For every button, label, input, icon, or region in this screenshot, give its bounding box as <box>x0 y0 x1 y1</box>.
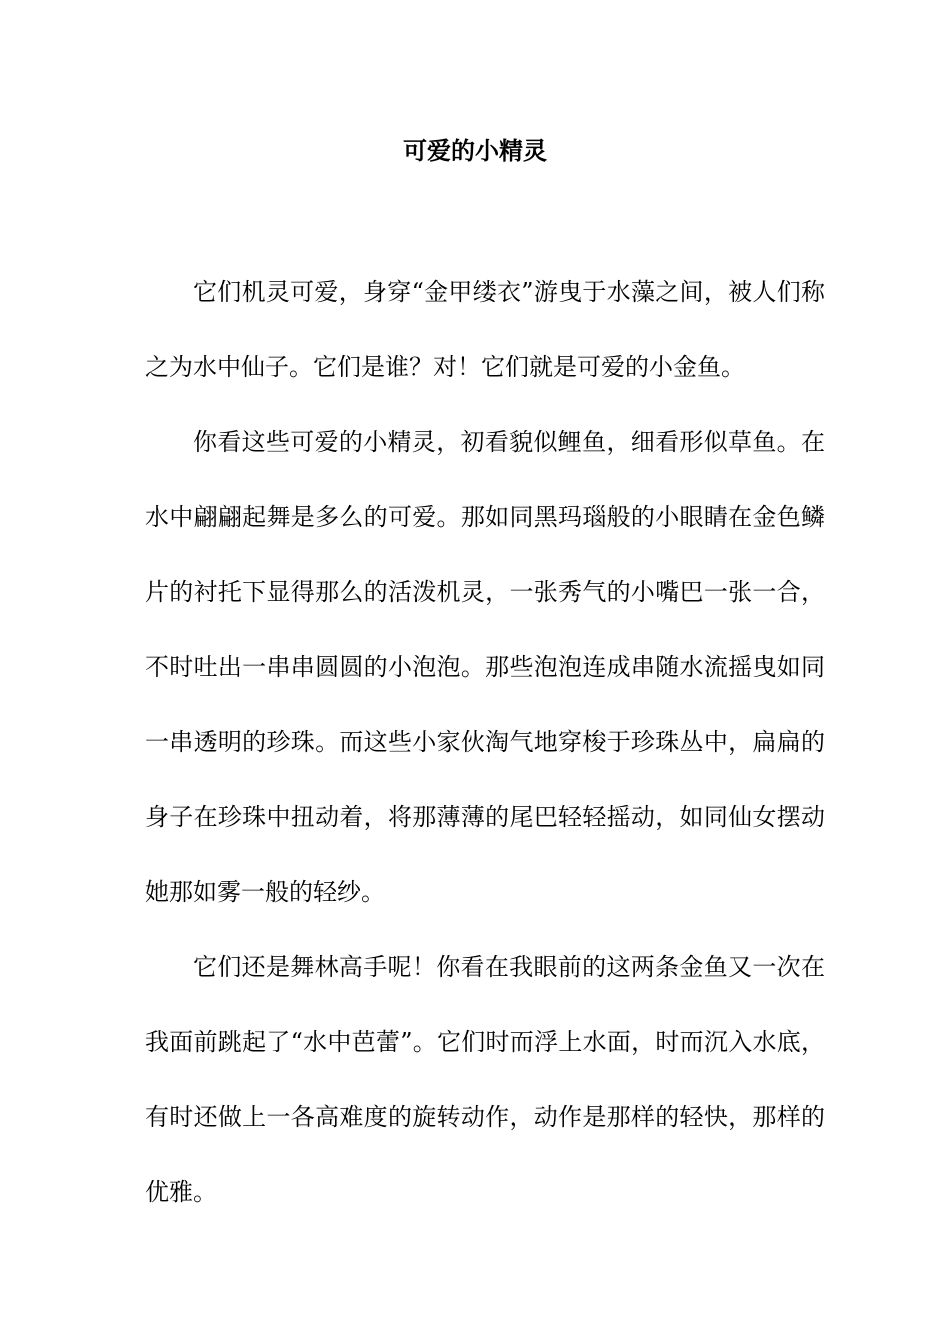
paragraph-2: 你看这些可爱的小精灵，初看貌似鲤鱼，细看形似草鱼。在水中翩翩起舞是多么的可爱。那如同黑玛瑙般的小眼睛在金色鳞片的衬托下显得那么的活泼机灵，一张秀气的小嘴巴一张一合，不时吐出一串串圆圆的小泡泡。那些泡泡连成串随水流摇曳如同一串透明的珍珠。而这些小家伙淘气地穿梭于珍珠丛中，扁扁的身子在珍珠中扭动着，将那薄薄的尾巴轻轻摇动，如同仙女摆动她那如雾一般的轻纱。 <box>145 428 825 906</box>
document-title: 可爱的小精灵 <box>403 136 547 165</box>
document-body <box>145 255 825 1230</box>
paragraph-3: 它们还是舞林高手呢！你看在我眼前的这两条金鱼又一次在我面前跳起了“水中芭蕾”。它们时而浮上水面，时而沉入水底，有时还做上一各高难度的旋转动作，动作是那样的轻快，那样的优雅。 <box>145 953 825 1206</box>
paragraph-1: 它们机灵可爱，身穿“金甲缕衣”游曳于水藻之间，被人们称之为水中仙子。它们是谁？对！它们就是可爱的小金鱼。 <box>145 278 825 381</box>
